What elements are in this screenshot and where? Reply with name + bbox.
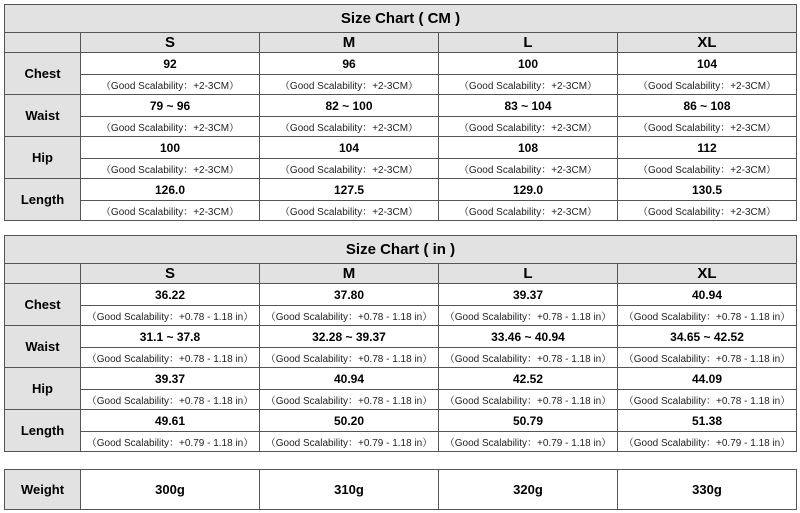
- cm-length-m: 127.5: [260, 179, 439, 201]
- in-chest-xl: 40.94: [618, 284, 797, 306]
- cm-length-l: 129.0: [439, 179, 618, 201]
- scalability-note: （Good Scalability：+2-3CM）: [618, 117, 797, 137]
- scalability-note: （Good Scalability：+2-3CM）: [439, 117, 618, 137]
- scalability-note: （Good Scalability：+0.78 - 1.18 in）: [439, 306, 618, 326]
- scalability-note: （Good Scalability：+0.78 - 1.18 in）: [260, 390, 439, 410]
- scalability-note: （Good Scalability：+2-3CM）: [439, 75, 618, 95]
- cm-chest-xl: 104: [618, 53, 797, 75]
- scalability-note: （Good Scalability：+0.79 - 1.18 in）: [439, 432, 618, 452]
- cm-length-xl: 130.5: [618, 179, 797, 201]
- scalability-note: （Good Scalability：+0.78 - 1.18 in）: [260, 348, 439, 368]
- in-chest-s: 36.22: [81, 284, 260, 306]
- cm-chest-m: 96: [260, 53, 439, 75]
- scalability-note: （Good Scalability：+2-3CM）: [618, 159, 797, 179]
- in-length-m: 50.20: [260, 410, 439, 432]
- scalability-note: （Good Scalability：+2-3CM）: [260, 159, 439, 179]
- scalability-note: （Good Scalability：+2-3CM）: [81, 159, 260, 179]
- size-chart-cm: [4, 4, 797, 221]
- in-chest-l: 39.37: [439, 284, 618, 306]
- scalability-note: （Good Scalability：+0.79 - 1.18 in）: [81, 432, 260, 452]
- weight-table: [4, 469, 797, 510]
- in-hip-s: 39.37: [81, 368, 260, 390]
- in-hip-m: 40.94: [260, 368, 439, 390]
- in-waist-s: 31.1 ~ 37.8: [81, 326, 260, 348]
- cm-hip-l: 108: [439, 137, 618, 159]
- row-label-chest: Chest: [5, 53, 81, 95]
- cm-length-s: 126.0: [81, 179, 260, 201]
- scalability-note: （Good Scalability：+0.78 - 1.18 in）: [439, 348, 618, 368]
- cm-chest-l: 100: [439, 53, 618, 75]
- cm-chest-s: 92: [81, 53, 260, 75]
- weight-l: 320g: [439, 470, 618, 510]
- cm-waist-l: 83 ~ 104: [439, 95, 618, 117]
- scalability-note: （Good Scalability：+0.78 - 1.18 in）: [81, 390, 260, 410]
- cm-chart-title: Size Chart ( CM ): [5, 5, 797, 33]
- size-header-m: M: [260, 264, 439, 284]
- row-label-weight: Weight: [5, 470, 81, 510]
- cm-hip-xl: 112: [618, 137, 797, 159]
- cm-hip-m: 104: [260, 137, 439, 159]
- cm-hip-s: 100: [81, 137, 260, 159]
- row-label-length: Length: [5, 179, 81, 221]
- weight-s: 300g: [81, 470, 260, 510]
- size-header-s: S: [81, 33, 260, 53]
- row-label-hip: Hip: [5, 137, 81, 179]
- size-chart-inch: [4, 235, 797, 452]
- scalability-note: （Good Scalability：+2-3CM）: [439, 159, 618, 179]
- scalability-note: （Good Scalability：+2-3CM）: [260, 117, 439, 137]
- size-header-l: L: [439, 264, 618, 284]
- row-label-hip: Hip: [5, 368, 81, 410]
- scalability-note: （Good Scalability：+2-3CM）: [439, 201, 618, 221]
- scalability-note: （Good Scalability：+0.78 - 1.18 in）: [81, 348, 260, 368]
- in-length-xl: 51.38: [618, 410, 797, 432]
- scalability-note: （Good Scalability：+2-3CM）: [618, 201, 797, 221]
- size-header-m: M: [260, 33, 439, 53]
- in-waist-l: 33.46 ~ 40.94: [439, 326, 618, 348]
- header-corner: [5, 264, 81, 284]
- scalability-note: （Good Scalability：+2-3CM）: [81, 75, 260, 95]
- scalability-note: （Good Scalability：+0.78 - 1.18 in）: [618, 306, 797, 326]
- scalability-note: （Good Scalability：+0.78 - 1.18 in）: [618, 390, 797, 410]
- size-header-s: S: [81, 264, 260, 284]
- size-header-l: L: [439, 33, 618, 53]
- scalability-note: （Good Scalability：+2-3CM）: [260, 201, 439, 221]
- row-label-chest: Chest: [5, 284, 81, 326]
- row-label-waist: Waist: [5, 95, 81, 137]
- weight-xl: 330g: [618, 470, 797, 510]
- scalability-note: （Good Scalability：+0.78 - 1.18 in）: [260, 306, 439, 326]
- scalability-note: （Good Scalability：+2-3CM）: [81, 201, 260, 221]
- in-waist-m: 32.28 ~ 39.37: [260, 326, 439, 348]
- in-waist-xl: 34.65 ~ 42.52: [618, 326, 797, 348]
- scalability-note: （Good Scalability：+0.79 - 1.18 in）: [618, 432, 797, 452]
- row-label-waist: Waist: [5, 326, 81, 368]
- cm-waist-xl: 86 ~ 108: [618, 95, 797, 117]
- scalability-note: （Good Scalability：+0.78 - 1.18 in）: [439, 390, 618, 410]
- scalability-note: （Good Scalability：+2-3CM）: [260, 75, 439, 95]
- header-corner: [5, 33, 81, 53]
- size-header-xl: XL: [618, 33, 797, 53]
- scalability-note: （Good Scalability：+2-3CM）: [81, 117, 260, 137]
- scalability-note: （Good Scalability：+2-3CM）: [618, 75, 797, 95]
- in-length-l: 50.79: [439, 410, 618, 432]
- inch-chart-title: Size Chart ( in ): [5, 236, 797, 264]
- scalability-note: （Good Scalability：+0.78 - 1.18 in）: [81, 306, 260, 326]
- scalability-note: （Good Scalability：+0.78 - 1.18 in）: [618, 348, 797, 368]
- weight-m: 310g: [260, 470, 439, 510]
- in-hip-l: 42.52: [439, 368, 618, 390]
- cm-waist-m: 82 ~ 100: [260, 95, 439, 117]
- in-length-s: 49.61: [81, 410, 260, 432]
- size-header-xl: XL: [618, 264, 797, 284]
- in-chest-m: 37.80: [260, 284, 439, 306]
- row-label-length: Length: [5, 410, 81, 452]
- in-hip-xl: 44.09: [618, 368, 797, 390]
- scalability-note: （Good Scalability：+0.79 - 1.18 in）: [260, 432, 439, 452]
- cm-waist-s: 79 ~ 96: [81, 95, 260, 117]
